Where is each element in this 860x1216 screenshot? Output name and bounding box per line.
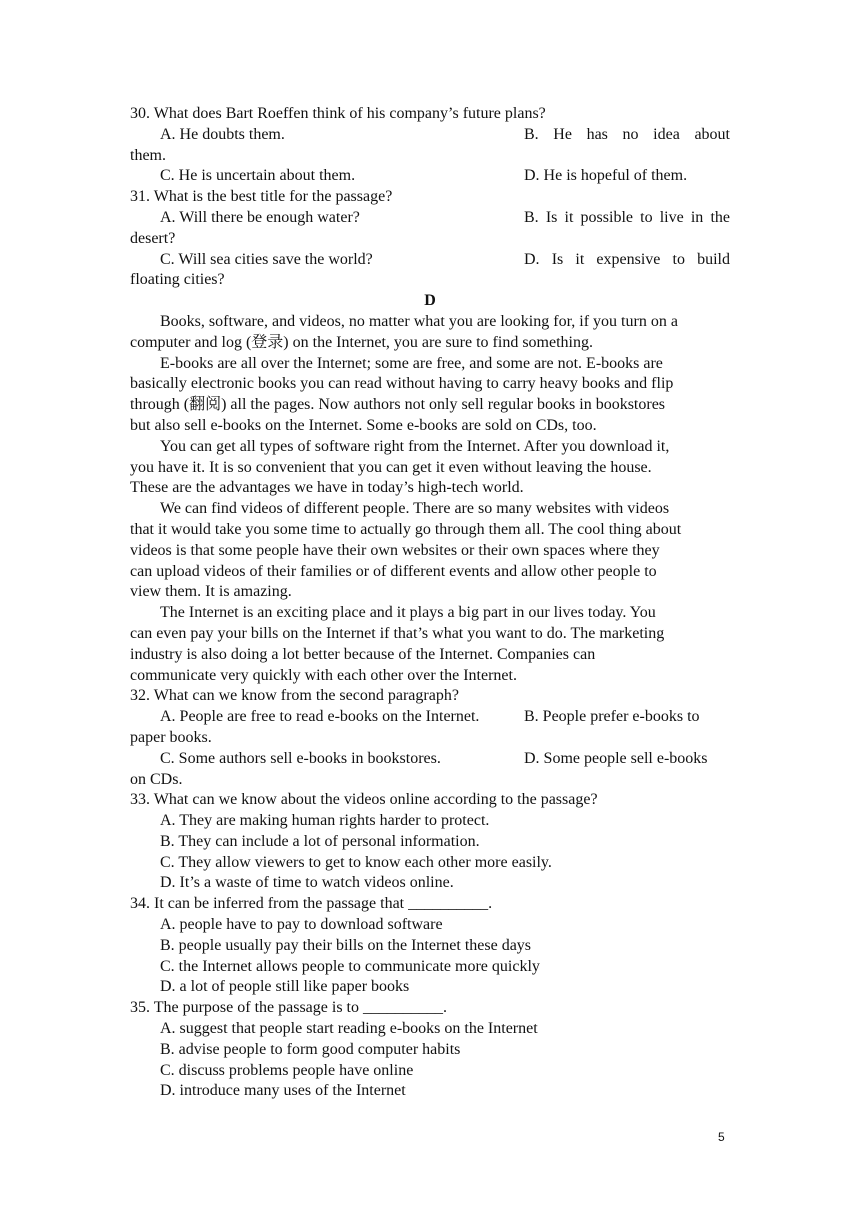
question-32-option-b-continued: paper books.: [130, 728, 212, 746]
section-title: D: [424, 292, 436, 310]
question-33-option-b: B. They can include a lot of personal information.: [160, 832, 480, 850]
question-32-stem: 32. What can we know from the second paragraph?: [130, 687, 459, 705]
passage-line: industry is also doing a lot better because of the Internet. Companies can: [130, 645, 596, 663]
question-30-options-row-2: [130, 166, 730, 187]
question-30-options-row-1: [130, 125, 730, 146]
question-35-option-c: C. discuss problems people have online: [160, 1061, 414, 1079]
question-34-option-a: A. people have to pay to download software: [160, 916, 443, 934]
question-30-option-c: C. He is uncertain about them.: [160, 167, 356, 185]
question-35-stem: 35. The purpose of the passage is to __________.: [130, 999, 447, 1017]
question-31-options-row-2: [130, 250, 730, 271]
question-34-option-c: C. the Internet allows people to communicate more quickly: [160, 957, 540, 975]
question-30-option-d: D. He is hopeful of them.: [524, 167, 688, 185]
passage-line: You can get all types of software right from the Internet. After you download it,: [160, 437, 670, 455]
question-31-option-a: A. Will there be enough water?: [160, 208, 360, 226]
document-page: [130, 104, 730, 1102]
passage-line: Books, software, and videos, no matter what you are looking for, if you turn on a: [160, 312, 678, 330]
question-32-option-c: C. Some authors sell e-books in bookstores.: [160, 749, 441, 767]
question-32-option-d-continued: on CDs.: [130, 770, 183, 788]
passage-line: computer and log (登录) on the Internet, you are sure to find something.: [130, 333, 593, 351]
question-30-option-a: A. He doubts them.: [160, 125, 285, 143]
passage-line: through (翻阅) all the pages. Now authors not only sell regular books in bookstores: [130, 396, 666, 414]
page-number: 5: [718, 1130, 725, 1144]
question-35-option-a: A. suggest that people start reading e-books on the Internet: [160, 1020, 538, 1038]
passage-line: you have it. It is so convenient that you can get it even without leaving the house.: [130, 458, 652, 476]
question-31-stem: 31. What is the best title for the passage?: [130, 188, 393, 206]
passage-line: We can find videos of different people. There are so many websites with videos: [160, 500, 670, 518]
question-30-stem: 30. What does Bart Roeffen think of his company’s future plans?: [130, 105, 546, 122]
question-35-option-b: B. advise people to form good computer habits: [160, 1040, 461, 1058]
passage-line: E-books are all over the Internet; some are free, and some are not. E-books are: [160, 354, 663, 372]
question-30-option-b: B. He has no idea about: [524, 125, 730, 143]
question-33-option-a: A. They are making human rights harder to protect.: [160, 812, 490, 830]
question-32-option-a: A. People are free to read e-books on the Internet.: [160, 708, 480, 726]
passage-line: can even pay your bills on the Internet if that’s what you want to do. The marketing: [130, 624, 665, 642]
passage-line: videos is that some people have their own websites or their own spaces where they: [130, 541, 660, 559]
question-33-stem: 33. What can we know about the videos online according to the passage?: [130, 791, 598, 809]
passage-line: that it would take you some time to actually go through them all. The cool thing about: [130, 520, 682, 538]
question-31-option-c: C. Will sea cities save the world?: [160, 250, 373, 268]
question-32-option-d: D. Some people sell e-books: [524, 749, 708, 767]
question-32-option-b: B. People prefer e-books to: [524, 708, 700, 726]
passage-line: basically electronic books you can read without having to carry heavy books and flip: [130, 375, 674, 393]
question-31-option-b-continued: desert?: [130, 229, 176, 247]
question-31-option-d-continued: floating cities?: [130, 271, 225, 289]
question-34-option-b: B. people usually pay their bills on the Internet these days: [160, 936, 532, 954]
question-34-option-d: D. a lot of people still like paper books: [160, 978, 410, 996]
passage-line: but also sell e-books on the Internet. Some e-books are sold on CDs, too.: [130, 416, 597, 434]
passage-line: These are the advantages we have in today’s high-tech world.: [130, 479, 524, 497]
passage-line: view them. It is amazing.: [130, 583, 292, 601]
question-31-options-row-1: [130, 208, 730, 229]
question-33-option-c: C. They allow viewers to get to know each other more easily.: [160, 853, 552, 871]
question-34-stem: 34. It can be inferred from the passage that __________.: [130, 895, 493, 913]
passage-line: can upload videos of their families or of different events and allow other people to: [130, 562, 657, 580]
question-31-option-d: D. Is it expensive to build: [524, 250, 730, 268]
question-30-option-b-continued: them.: [130, 146, 166, 164]
passage-line: communicate very quickly with each other over the Internet.: [130, 666, 517, 684]
question-33-option-d: D. It’s a waste of time to watch videos online.: [160, 874, 454, 892]
question-35-option-d: D. introduce many uses of the Internet: [160, 1082, 406, 1100]
passage-line: The Internet is an exciting place and it plays a big part in our lives today. You: [160, 604, 656, 622]
question-31-option-b: B. Is it possible to live in the: [524, 208, 730, 226]
question-32-options-row-2: [130, 749, 730, 770]
question-32-options-row-1: [130, 707, 730, 728]
